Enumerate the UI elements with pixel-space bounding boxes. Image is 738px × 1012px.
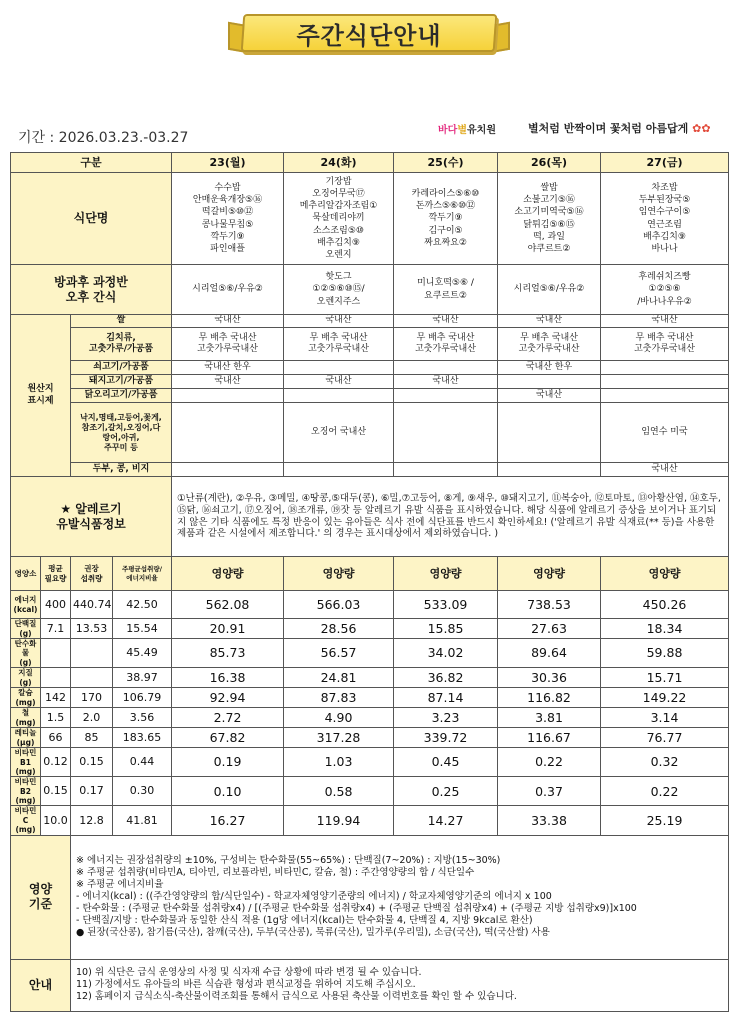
cell-line: 메추리알감자조림① <box>299 201 378 212</box>
nutrient-name-line: 탄수화물 <box>14 639 37 658</box>
cell-line: 야쿠르트② <box>527 243 571 254</box>
cell-line: 떡갈비⑤⑩⑫ <box>201 207 254 218</box>
origin-item: 돼지고기/가공품 <box>71 375 172 389</box>
standard-line: ※ 에너지는 권장섭취량의 ±10%, 구성비는 탄수화물(55~65%) : 단백질(7~20%) : 지방(15~30%) <box>76 855 501 867</box>
origin-value <box>172 403 284 463</box>
snack-label <box>11 265 172 315</box>
cell-line: 카레라이스⑤⑥⑩ <box>411 189 480 200</box>
snack-cell <box>172 265 284 315</box>
division-header: 구분 <box>11 153 172 173</box>
daily-nutrition-value: 149.22 <box>601 688 729 708</box>
nutrient-name-line: 비타민B2 <box>14 777 37 796</box>
origin-item: 쌀 <box>71 315 172 328</box>
nutrient-name-line: 단백질(g) <box>14 619 37 638</box>
snack-cell <box>394 265 498 315</box>
origin-value: 국내산 <box>601 315 729 328</box>
origin-value: 국내산 <box>284 375 394 389</box>
origin-item: 쇠고기/가공품 <box>71 361 172 375</box>
cell-line: 차조밥 <box>651 183 678 194</box>
ratio-value: 38.97 <box>113 668 172 688</box>
origin-item <box>71 328 172 361</box>
nutrition-row <box>11 806 729 835</box>
notice-line: 11) 가정에서도 유아들의 바른 식습관 형성과 편식교정을 위하여 지도해 주십시오. <box>76 979 416 991</box>
cell-line: 바나나 <box>651 243 678 254</box>
origin-value: 국내산 <box>172 315 284 328</box>
daily-nutrition-value: 3.81 <box>498 708 601 728</box>
cell-line: 배추김치⑨ <box>643 231 686 242</box>
header-line: 섭취량 <box>80 573 103 583</box>
origin-value-line: 고춧가루국내산 <box>634 344 695 354</box>
origin-value <box>394 328 498 361</box>
daily-nutrition-value: 0.37 <box>498 777 601 806</box>
daily-nutrition-value: 16.38 <box>172 668 284 688</box>
cell-line: 시리얼⑤⑥/우유② <box>513 284 585 295</box>
notice-line: 12) 홈페이지 급식소식-축산물이력조회를 통해서 급식으로 사용된 축산물 이력번호를 확인 할 수 있습니다. <box>76 990 517 1002</box>
nutrient-name <box>11 668 41 688</box>
snack-row <box>11 265 729 315</box>
ratio-value: 41.81 <box>113 806 172 835</box>
daily-nutrition-value: 20.91 <box>172 619 284 639</box>
snack-cell <box>284 265 394 315</box>
title-banner <box>228 8 510 58</box>
origin-value <box>284 328 394 361</box>
origin-value <box>601 375 729 389</box>
nutrient-unit: (mg) <box>15 766 36 776</box>
nutrition-header-row <box>11 557 729 591</box>
meal-label: 식단명 <box>11 173 172 265</box>
day-header: 23(월) <box>172 153 284 173</box>
cell-line: 수수밥 <box>214 183 241 194</box>
nutrient-name <box>11 748 41 777</box>
snack-label-line: 오후 간식 <box>65 289 117 304</box>
avg-need-value <box>41 668 71 688</box>
daily-nutrition-value: 85.73 <box>172 639 284 668</box>
daily-nutrition-value: 339.72 <box>394 728 498 748</box>
cell-line: 김구이⑤ <box>428 225 463 236</box>
nutrient-name-line: 지질(g) <box>18 668 33 687</box>
daily-nutrition-value: 24.81 <box>284 668 394 688</box>
daily-nutrition-value: 89.64 <box>498 639 601 668</box>
avg-need-value: 400 <box>41 591 71 619</box>
slogan-text: 별처럼 반짝이며 꽃처럼 아름답게 <box>528 122 689 135</box>
daily-nutrition-value: 0.22 <box>498 748 601 777</box>
origin-value <box>394 403 498 463</box>
avg-need-value <box>41 639 71 668</box>
cell-line: 미니호떡⑤⑥ / <box>417 278 474 289</box>
origin-value-line: 무 배추 국내산 <box>416 332 475 343</box>
origin-item-line: 주꾸미 등 <box>104 442 138 452</box>
nutrition-row <box>11 591 729 619</box>
ratio-column-header <box>113 557 172 591</box>
avg-need-value: 0.15 <box>41 777 71 806</box>
origin-value: 국내산 <box>394 375 498 389</box>
daily-nutrition-value: 450.26 <box>601 591 729 619</box>
weekly-menu-table <box>10 152 729 1012</box>
daily-nutrition-value: 533.09 <box>394 591 498 619</box>
daily-nutrition-value: 30.36 <box>498 668 601 688</box>
cell-line: 짜요짜요② <box>424 237 467 248</box>
daily-nutrition-value: 27.63 <box>498 619 601 639</box>
cell-line: 기장밥 <box>325 177 352 187</box>
snack-cell <box>498 265 601 315</box>
origin-value <box>394 361 498 375</box>
nutrient-unit: (g) <box>19 657 32 667</box>
daily-nutrition-value: 56.57 <box>284 639 394 668</box>
daily-nutrition-value: 0.22 <box>601 777 729 806</box>
ratio-value: 0.30 <box>113 777 172 806</box>
origin-row <box>11 328 729 361</box>
nutrient-name-line: 비타민B1 <box>14 748 37 767</box>
header-line: 에너지비율 <box>126 573 158 582</box>
origin-row <box>11 403 729 463</box>
notice-line: 10) 위 식단은 급식 운영상의 사정 및 식자재 수급 상황에 따라 변경 될 수 있습니다. <box>76 967 422 979</box>
recommended-column-header <box>71 557 113 591</box>
origin-row <box>11 463 729 477</box>
nutrition-row <box>11 668 729 688</box>
header-line: 주평균섭취량/ <box>121 565 163 574</box>
meal-cell <box>284 173 394 265</box>
daily-nutrition-value: 14.27 <box>394 806 498 835</box>
cell-line: 안매운육개장⑤⑯ <box>192 195 263 206</box>
daily-nutrition-value: 0.45 <box>394 748 498 777</box>
daily-nutrition-value: 3.23 <box>394 708 498 728</box>
recommended-value: 440.74 <box>71 591 113 619</box>
origin-value <box>601 361 729 375</box>
origin-value-line: 고춧가루국내산 <box>197 344 258 354</box>
origin-value: 국내산 <box>172 375 284 389</box>
notice-text <box>71 959 729 1011</box>
daily-nutrition-value: 25.19 <box>601 806 729 835</box>
cell-line: 깍두기⑨ <box>210 231 245 242</box>
origin-value-line: 무 배추 국내산 <box>520 332 578 343</box>
nutrition-row <box>11 728 729 748</box>
ratio-value: 3.56 <box>113 708 172 728</box>
meal-cell <box>601 173 729 265</box>
day-header-row <box>11 153 729 173</box>
standard-text <box>71 835 729 959</box>
nutrition-row <box>11 748 729 777</box>
origin-row <box>11 315 729 328</box>
cell-line: 오렌지 <box>325 249 352 260</box>
avg-need-value: 66 <box>41 728 71 748</box>
avg-need-value: 1.5 <box>41 708 71 728</box>
cell-line: 연근조림 <box>647 219 682 230</box>
meal-cell <box>498 173 601 265</box>
day-header: 24(화) <box>284 153 394 173</box>
origin-value <box>284 361 394 375</box>
cell-line: 파인애플 <box>210 243 245 254</box>
origin-value <box>498 403 601 463</box>
avg-need-value: 10.0 <box>41 806 71 835</box>
logo-suffix: 유치원 <box>467 125 496 136</box>
cell-line: 깍두기⑨ <box>428 213 463 224</box>
daily-nutrition-value: 87.83 <box>284 688 394 708</box>
nutrient-name-line: 비타민C <box>14 806 37 825</box>
origin-value <box>284 463 394 477</box>
day-header: 27(금) <box>601 153 729 173</box>
origin-value <box>498 375 601 389</box>
origin-value <box>498 463 601 477</box>
allergy-row <box>11 477 729 557</box>
daily-nutrition-value: 566.03 <box>284 591 394 619</box>
origin-label-line: 원산지 <box>27 384 54 395</box>
origin-value <box>172 328 284 361</box>
cell-line: /바나나우유② <box>637 296 692 307</box>
cell-line: 임연수구이⑤ <box>638 207 691 218</box>
origin-value: 오징어 국내산 <box>284 403 394 463</box>
daily-nutrition-value: 317.28 <box>284 728 394 748</box>
cell-line: 떡, 과일 <box>533 231 565 242</box>
nutrient-name <box>11 708 41 728</box>
cell-line: 소스조림⑤⑩ <box>313 225 364 236</box>
origin-value <box>601 328 729 361</box>
flower-icon: ✿✿ <box>692 122 711 135</box>
standard-line: - 단백질/지방 : 탄수화물과 동일한 산식 적용 (1g당 에너지(kcal)는 탄수화물 4, 단백질 4, 지방 9kcal로 환산) <box>76 914 533 926</box>
cell-line: 묵살데리야끼 <box>312 213 365 224</box>
nutrition-day-header: 영양량 <box>394 557 498 591</box>
daily-nutrition-value: 116.82 <box>498 688 601 708</box>
avg-need-value: 142 <box>41 688 71 708</box>
nutrition-day-header: 영양량 <box>172 557 284 591</box>
daily-nutrition-value: 0.25 <box>394 777 498 806</box>
daily-nutrition-value: 562.08 <box>172 591 284 619</box>
origin-row <box>11 361 729 375</box>
daily-nutrition-value: 36.82 <box>394 668 498 688</box>
allergy-label <box>11 477 172 557</box>
nutrient-name <box>11 688 41 708</box>
daily-nutrition-value: 15.71 <box>601 668 729 688</box>
nutrition-day-header: 영양량 <box>284 557 394 591</box>
nutrient-name-line: 철(mg) <box>15 708 36 727</box>
header-line: 필요량 <box>44 573 67 583</box>
origin-value: 국내산 <box>284 315 394 328</box>
recommended-value: 170 <box>71 688 113 708</box>
origin-item: 두부, 콩, 비지 <box>71 463 172 477</box>
cell-line: 배추김치⑨ <box>317 237 360 248</box>
page-title: 주간식단안내 <box>296 22 442 50</box>
ratio-value: 183.65 <box>113 728 172 748</box>
nutrition-row <box>11 777 729 806</box>
daily-nutrition-value: 0.10 <box>172 777 284 806</box>
origin-value-line: 고춧가루국내산 <box>308 344 369 354</box>
standard-line: - 탄수화물 : (주평균 탄수화물 섭취량x4) / [(주평균 탄수화물 섭취량x4) + (주평균 단백질 섭취량x4) + (주평균 지방 섭취량x9)]x100 <box>76 902 637 914</box>
nutrition-row <box>11 639 729 668</box>
origin-value-line: 무 배추 국내산 <box>198 332 257 343</box>
origin-value: 국내산 <box>394 315 498 328</box>
origin-row <box>11 389 729 403</box>
recommended-value: 2.0 <box>71 708 113 728</box>
allergy-label-line: 유발식품정보 <box>56 516 126 531</box>
nutrient-unit: (mg) <box>15 796 36 805</box>
menu-period: 기간 : 2026.03.23.-03.27 <box>18 130 189 146</box>
cell-line: 닭튀김⑤⑥⑮ <box>523 219 575 230</box>
cell-line: 핫도그 <box>325 272 352 283</box>
standard-label-line: 기준 <box>28 897 53 911</box>
origin-value <box>394 389 498 403</box>
standard-label-line: 영양 <box>28 882 53 896</box>
nutrient-name <box>11 639 41 668</box>
daily-nutrition-value: 3.14 <box>601 708 729 728</box>
ratio-value: 0.44 <box>113 748 172 777</box>
daily-nutrition-value: 16.27 <box>172 806 284 835</box>
daily-nutrition-value: 2.72 <box>172 708 284 728</box>
daily-nutrition-value: 4.90 <box>284 708 394 728</box>
cell-line: 오징어무국⑰ <box>312 189 365 200</box>
recommended-value: 0.15 <box>71 748 113 777</box>
ratio-value: 15.54 <box>113 619 172 639</box>
nutrition-standard-row <box>11 835 729 959</box>
daily-nutrition-value: 738.53 <box>498 591 601 619</box>
origin-value-line: 고춧가루국내산 <box>518 344 580 354</box>
nutrient-name <box>11 728 41 748</box>
origin-value <box>284 389 394 403</box>
nutrition-day-header: 영양량 <box>498 557 601 591</box>
nutrient-name <box>11 619 41 639</box>
nutrient-name-line: 칼슘(mg) <box>15 688 36 707</box>
ratio-value: 106.79 <box>113 688 172 708</box>
cell-line: 오렌지주스 <box>316 296 361 307</box>
standard-line: ● 된장(국산콩), 참기름(국산), 참깨(국산), 두부(국산콩), 묵류(국산), 밀가루(우리밀), 소금(국산), 떡(국산쌀) 사용 <box>76 926 550 938</box>
ratio-value: 42.50 <box>113 591 172 619</box>
origin-label-line: 표시제 <box>27 395 54 406</box>
nutrient-name-line: 레티놀(μg) <box>14 728 37 747</box>
recommended-value <box>71 668 113 688</box>
daily-nutrition-value: 116.67 <box>498 728 601 748</box>
nutrient-unit: (mg) <box>15 825 36 835</box>
notice-row <box>11 959 729 1011</box>
cell-line: 돈까스⑤⑥⑩⑫ <box>415 201 476 212</box>
daily-nutrition-value: 0.32 <box>601 748 729 777</box>
daily-nutrition-value: 28.56 <box>284 619 394 639</box>
daily-nutrition-value: 119.94 <box>284 806 394 835</box>
daily-nutrition-value: 0.19 <box>172 748 284 777</box>
allergy-label-line: ★ 알레르기 <box>60 501 122 516</box>
snack-label-line: 방과후 과정반 <box>54 274 128 289</box>
recommended-value: 0.17 <box>71 777 113 806</box>
origin-item <box>71 403 172 463</box>
logo-prefix: 바다 <box>438 125 458 136</box>
nutrient-name <box>11 777 41 806</box>
origin-item-line: 낙지,명태,고등어,꽃게, <box>80 412 162 422</box>
daily-nutrition-value: 67.82 <box>172 728 284 748</box>
notice-label: 안내 <box>11 959 71 1011</box>
daily-nutrition-value: 1.03 <box>284 748 394 777</box>
nutrition-row <box>11 688 729 708</box>
origin-value-line: 무 배추 국내산 <box>635 332 694 343</box>
origin-value-line: 고춧가루국내산 <box>415 344 476 354</box>
daily-nutrition-value: 0.58 <box>284 777 394 806</box>
snack-cell <box>601 265 729 315</box>
daily-nutrition-value: 15.85 <box>394 619 498 639</box>
cell-line: 후레쉬치즈빵 <box>638 272 691 283</box>
cell-line: 요쿠르트② <box>424 290 467 301</box>
daily-nutrition-value: 92.94 <box>172 688 284 708</box>
cell-line: 시리얼⑤⑥/우유② <box>192 284 263 295</box>
daily-nutrition-value: 59.88 <box>601 639 729 668</box>
origin-item-line: 랑어,아귀, <box>102 432 140 442</box>
meal-cell <box>394 173 498 265</box>
nutrient-column-header: 영양소 <box>11 557 41 591</box>
cell-line: 쌀밥 <box>540 183 558 194</box>
day-header: 26(목) <box>498 153 601 173</box>
origin-value <box>601 389 729 403</box>
daily-nutrition-value: 33.38 <box>498 806 601 835</box>
meal-row <box>11 173 729 265</box>
origin-value: 국내산 한우 <box>172 361 284 375</box>
origin-value: 국내산 <box>601 463 729 477</box>
origin-value: 국내산 <box>498 315 601 328</box>
nutrition-row <box>11 619 729 639</box>
origin-item-line: 고춧가루/가공품 <box>88 344 154 354</box>
cell-line: ①②⑤⑥⑩⑮/ <box>312 284 365 295</box>
slogan <box>528 120 711 136</box>
origin-value <box>172 389 284 403</box>
origin-row <box>11 375 729 389</box>
nutrient-name <box>11 591 41 619</box>
daily-nutrition-value: 18.34 <box>601 619 729 639</box>
origin-item-line: 참조기,갈치,오징어,다 <box>81 422 161 432</box>
daily-nutrition-value: 34.02 <box>394 639 498 668</box>
avg-need-column-header <box>41 557 71 591</box>
nutrient-name-line: 에너지 <box>14 595 37 605</box>
standard-line: - 에너지(kcal) : ((주간영양량의 합/식단일수) - 학교자체영양기준량의 에너지) / 학교자체영양기준의 에너지 x 100 <box>76 891 552 903</box>
cell-line: 콩나물무침⑤ <box>201 219 254 230</box>
recommended-value <box>71 639 113 668</box>
origin-value-line: 무 배추 국내산 <box>309 332 368 343</box>
daily-nutrition-value: 87.14 <box>394 688 498 708</box>
header-line: 권장 <box>84 564 99 574</box>
recommended-value: 12.8 <box>71 806 113 835</box>
nutrient-unit: (kcal) <box>13 604 38 614</box>
origin-value <box>498 328 601 361</box>
cell-line: ①②⑤⑥ <box>648 284 681 295</box>
recommended-value: 13.53 <box>71 619 113 639</box>
day-header: 25(수) <box>394 153 498 173</box>
header-line: 평균 <box>48 564 63 574</box>
nutrient-name <box>11 806 41 835</box>
avg-need-value: 7.1 <box>41 619 71 639</box>
avg-need-value: 0.12 <box>41 748 71 777</box>
meal-cell <box>172 173 284 265</box>
origin-item-line: 김치류, <box>106 332 136 343</box>
ratio-value: 45.49 <box>113 639 172 668</box>
cell-line: 두부된장국⑤ <box>638 195 691 206</box>
daily-nutrition-value: 76.77 <box>601 728 729 748</box>
origin-value <box>172 463 284 477</box>
origin-label <box>11 315 71 477</box>
standard-line: ※ 주평균 에너지비율 <box>76 879 164 891</box>
logo-star: 별 <box>457 125 467 136</box>
allergy-info-text: ①난류(계란), ②우유, ③메밀, ④땅콩,⑤대두(콩), ⑥밀,⑦고등어, ⑧게, ⑨새우, ⑩돼지고기, ⑪복숭아, ⑫토마토, ⑬아황산염, ⑭호두, ⑮닭, ⑯쇠고기, ⑰오징어, ⑱조개류, ⑲잣 등 알레르기 유발 식품을 표시하였습니다. 해당 식품에 알레르기 증상을 보이거나 표기되지 않은 기타 식품에도 특정 반응이 있는 유아들은 식사 전에 식단표를 반드시 확인하세요! ('알레르기 유발 식재료(** 등)을 사용한 제품과 같은 시설에서 제조합니다.' 의 경우는 표시대상에서 제외하였습니다. ) <box>172 477 729 557</box>
cell-line: 소고기미역국⑤⑯ <box>514 207 584 218</box>
nutrition-row <box>11 708 729 728</box>
origin-value: 임연수 미국 <box>601 403 729 463</box>
standard-line: ※ 주평균 섭취량(비타민A, 티아민, 리보플라빈, 비타민C, 칼슘, 철) : 주간영양량의 합 / 식단일수 <box>76 867 475 879</box>
recommended-value: 85 <box>71 728 113 748</box>
standard-label <box>11 835 71 959</box>
origin-value <box>394 463 498 477</box>
nutrition-day-header: 영양량 <box>601 557 729 591</box>
origin-item: 닭오리고기/가공품 <box>71 389 172 403</box>
origin-value: 국내산 <box>498 389 601 403</box>
cell-line: 소불고기⑤⑯ <box>523 195 575 206</box>
origin-value: 국내산 한우 <box>498 361 601 375</box>
kindergarten-logo <box>438 121 496 136</box>
